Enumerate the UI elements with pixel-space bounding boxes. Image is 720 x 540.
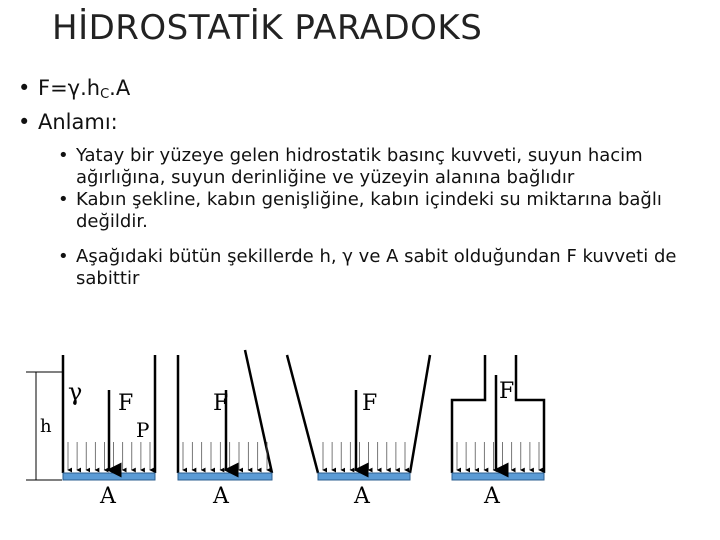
pressure-arrows <box>457 442 539 470</box>
force-label: F <box>213 391 229 416</box>
base-area <box>452 473 544 480</box>
force-label: F <box>118 391 134 416</box>
container-wall-right <box>245 350 272 473</box>
base-area <box>63 473 155 480</box>
bullet-formula: • $F=\gamma.h_C.A$ <box>18 76 131 102</box>
meaning-label: Anlamı: <box>38 110 118 134</box>
container-2 <box>178 350 272 509</box>
sub-bullet-text: Kabın şekline, kabın genişliğine, kabın içindeki su miktarına bağlı değildir. <box>76 189 662 232</box>
container-1 <box>63 355 155 509</box>
formula-text: F=γ.h <box>38 76 101 100</box>
pressure-label: P <box>136 418 150 442</box>
container-4 <box>452 355 544 509</box>
area-label: A <box>484 484 500 509</box>
hydrostatic-paradox-diagram <box>0 340 720 540</box>
area-label: A <box>354 484 370 509</box>
base-area <box>318 473 410 480</box>
formula-suffix: .A <box>109 76 131 100</box>
h-label: h <box>40 416 52 437</box>
base-area <box>178 473 272 480</box>
container-wall-left <box>287 355 318 473</box>
gamma-label: γ <box>68 378 83 406</box>
area-label: A <box>100 484 116 509</box>
container-3 <box>287 355 430 509</box>
sub-bullet-2: • Kabın şekline, kabın genişliğine, kabın içindeki su miktarına bağlı değildir. <box>58 189 708 233</box>
sub-bullet-3: • Aşağıdaki bütün şekillerde h, γ ve A sabit olduğundan F kuvveti de sabittir <box>58 246 708 290</box>
force-label: F <box>499 379 515 404</box>
slide-title: HİDROSTATİK PARADOKS <box>52 8 483 48</box>
container-wall-right <box>410 355 430 473</box>
sub-bullet-1: • Yatay bir yüzeye gelen hidrostatik basınç kuvveti, suyun hacim ağırlığına, suyun derinliğine ve yüzeyin alanına bağlıdır <box>58 145 708 189</box>
pressure-arrows <box>323 442 405 470</box>
area-label: A <box>213 484 229 509</box>
bullet-meaning: • Anlamı: <box>18 110 118 134</box>
sub-bullet-text: Yatay bir yüzeye gelen hidrostatik basınç kuvveti, suyun hacim ağırlığına, suyun derinliğine ve yüzeyin alanına bağlıdır <box>76 145 643 188</box>
formula-subscript: C <box>100 87 110 102</box>
force-label: F <box>362 391 378 416</box>
sub-bullet-text: Aşağıdaki bütün şekillerde h, γ ve A sabit olduğundan F kuvveti de sabittir <box>76 246 677 289</box>
